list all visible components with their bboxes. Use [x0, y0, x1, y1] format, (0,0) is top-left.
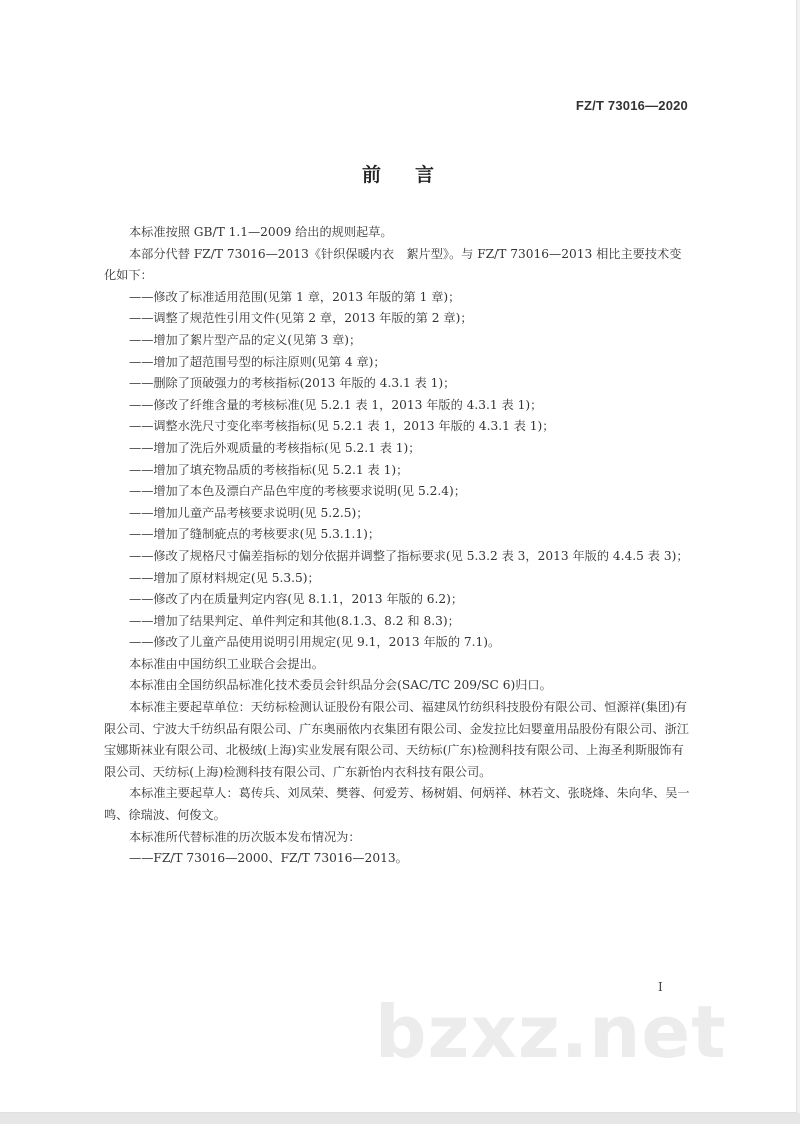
- page-title: 前言: [361, 164, 468, 186]
- list-item: ——调整水洗尺寸变化率考核指标(见 5.2.1 表 1，2013 年版的 4.3.1 表 1)；: [129, 419, 555, 434]
- list-item: ——增加了本色及漂白产品色牢度的考核要求说明(见 5.2.4)；: [129, 484, 466, 499]
- list-item: ——增加儿童产品考核要求说明(见 5.2.5)；: [129, 505, 369, 520]
- watermark: bzxz.net: [375, 990, 727, 1074]
- list-item: ——FZ/T 73016—2000、FZ/T 73016—2013。: [129, 851, 408, 866]
- paragraph: 本标准所代替标准的历次版本发布情况为：: [129, 829, 361, 844]
- page-number: I: [658, 980, 663, 994]
- list-item: ——修改了内在质量判定内容(见 8.1.1，2013 年版的 6.2)；: [129, 592, 464, 607]
- list-item: ——修改了儿童产品使用说明引用规定(见 9.1，2013 年版的 7.1)。: [129, 635, 501, 650]
- list-item: ——增加了超范围号型的标注原则(见第 4 章)；: [129, 354, 386, 369]
- list-item: ——调整了规范性引用文件(见第 2 章，2013 年版的第 2 章)；: [129, 311, 473, 326]
- list-item: ——修改了纤维含量的考核标准(见 5.2.1 表 1，2013 年版的 4.3.1 表 1)；: [129, 397, 543, 412]
- changes-list: [104, 287, 692, 654]
- paragraph: 本标准主要起草人：葛传兵、刘凤荣、樊蓉、何爱芳、杨树娟、何炳祥、林若文、张晓烽、朱向华、吴一鸣、徐瑞波、何俊文。: [104, 786, 690, 823]
- paragraph: 本标准由中国纺织工业联合会提出。: [129, 656, 324, 671]
- list-item: ——增加了缝制疵点的考核要求(见 5.3.1.1)；: [129, 527, 381, 542]
- list-item: ——删除了顶破强力的考核指标(2013 年版的 4.3.1 表 1)；: [129, 376, 456, 391]
- page-gap: [0, 1113, 800, 1124]
- list-item: ——增加了填充物品质的考核指标(见 5.2.1 表 1)；: [129, 462, 409, 477]
- next-page-edge: [0, 1124, 800, 1134]
- list-item: ——增加了洗后外观质量的考核指标(见 5.2.1 表 1)；: [129, 440, 421, 455]
- paragraph: 本标准按照 GB/T 1.1—2009 给出的规则起草。: [129, 225, 393, 239]
- list-item: ——增加了絮片型产品的定义(见第 3 章)；: [129, 332, 362, 347]
- list-item: ——修改了规格尺寸偏差指标的划分依据并调整了指标要求(见 5.3.2 表 3，2013 年版的 4.4.5 表 3)；: [129, 548, 689, 563]
- list-item: ——增加了原材料规定(见 5.3.5)；: [129, 570, 320, 585]
- standard-number: FZ/T 73016—2020: [575, 98, 688, 113]
- list-item: ——修改了标准适用范围(见第 1 章，2013 年版的第 1 章)；: [129, 289, 461, 304]
- paragraph: 本标准主要起草单位：天纺标检测认证股份有限公司、福建凤竹纺织科技股份有限公司、恒源祥(集团)有限公司、宁波大千纺织品有限公司、广东奥丽侬内衣集团有限公司、金发拉比妇婴童用品股份有限公司、浙江宝娜斯袜业有限公司、北极绒(上海)实业发展有限公司、天纺标(广东)检测科技有限公司、上海圣利斯服饰有限公司、天纺标(上海)检测科技有限公司、广东新怡内衣科技有限公司。: [104, 700, 689, 779]
- paragraph: 本部分代替 FZ/T 73016—2013《针织保暖内衣 絮片型》。与 FZ/T 73016—2013 相比主要技术变化如下：: [104, 246, 682, 283]
- paragraph: 本标准由全国纺织品标准化技术委员会针织品分会(SAC/TC 209/SC 6)归口。: [129, 678, 552, 693]
- list-item: ——增加了结果判定、单件判定和其他(8.1.3、8.2 和 8.3)；: [129, 613, 460, 628]
- foreword-body: [104, 222, 692, 870]
